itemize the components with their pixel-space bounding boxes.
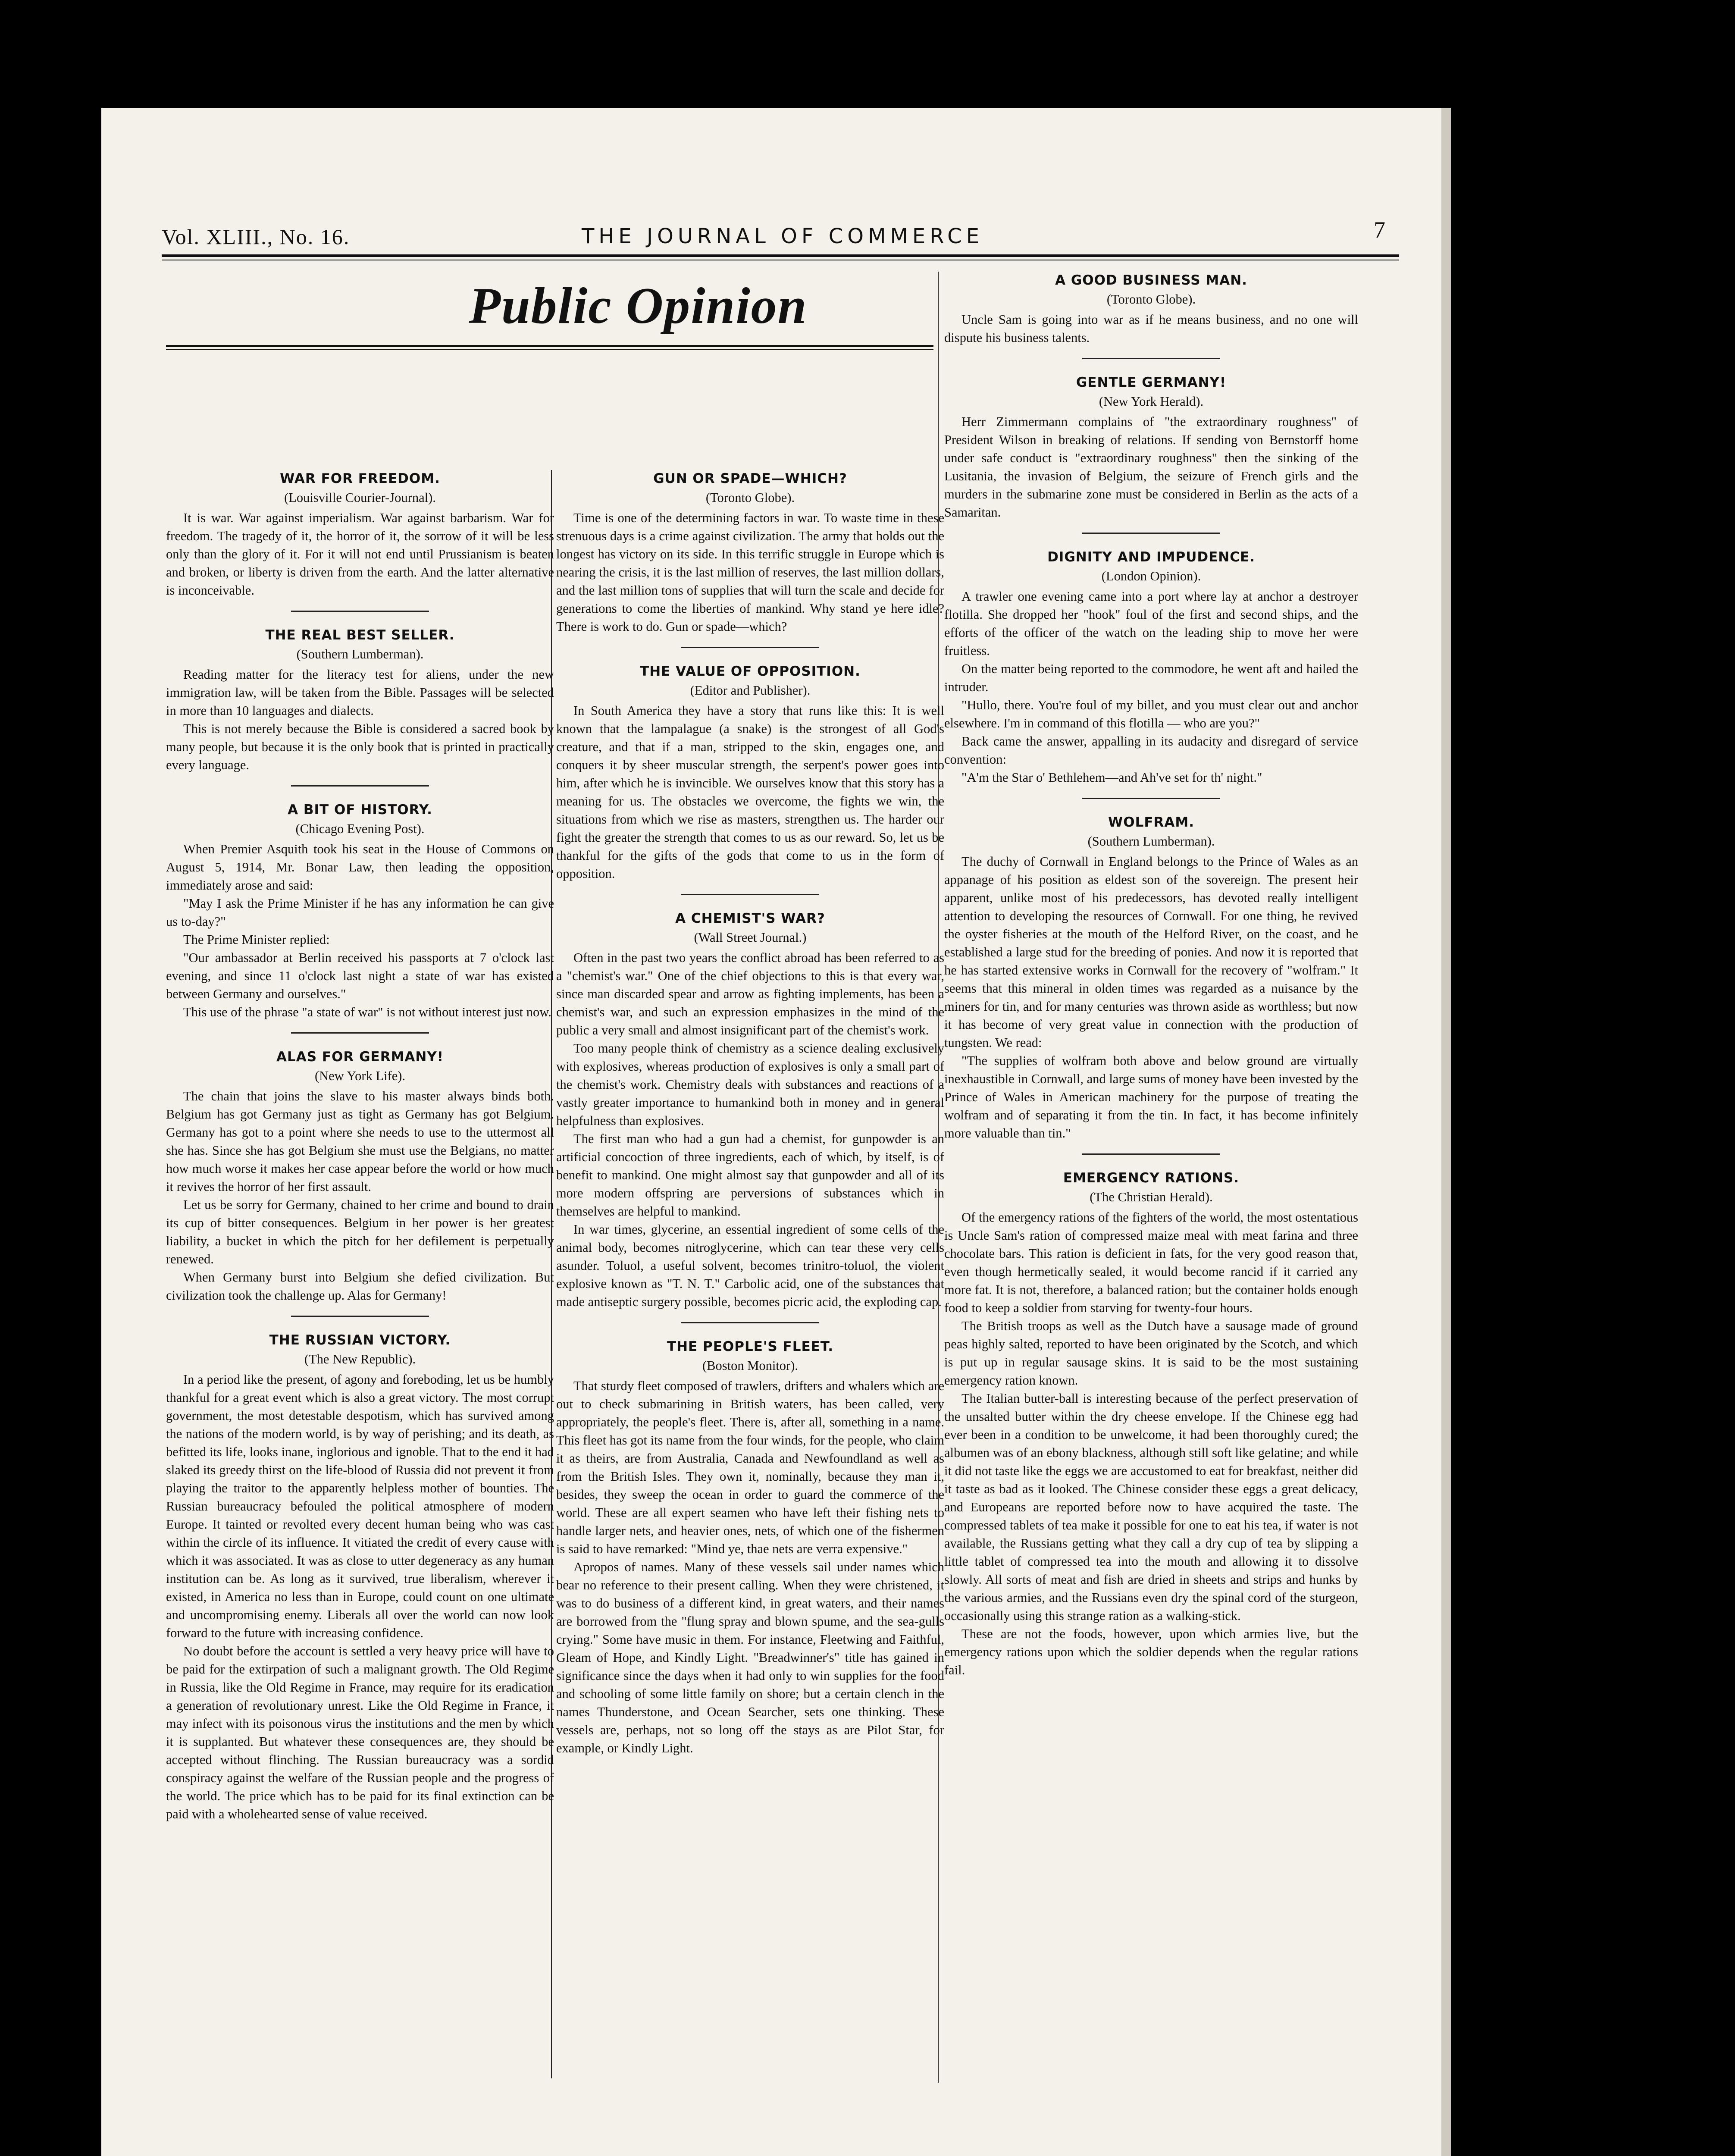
article-headline: THE VALUE OF OPPOSITION.: [640, 664, 861, 679]
article-source: (The New Republic).: [304, 1352, 416, 1366]
article-separator: [291, 785, 429, 787]
article: [944, 814, 1358, 1142]
volume-number: Vol. XLIII., No. 16.: [162, 225, 350, 249]
article-source: (Chicago Evening Post).: [295, 821, 425, 836]
article-paragraph: Uncle Sam is going into war as if he means business, and no one will dispute his business talents.: [944, 312, 1358, 345]
article-headline: EMERGENCY RATIONS.: [1063, 1170, 1240, 1186]
article-paragraph: When Premier Asquith took his seat in the House of Commons on August 5, 1914, Mr. Bonar Law, then leading the opposition, immediately arose and said:: [166, 842, 554, 893]
article-headline: GENTLE GERMANY!: [1076, 375, 1227, 390]
article-separator: [681, 647, 819, 648]
article-source: (New York Herald).: [1099, 394, 1204, 409]
article-headline: GUN OR SPADE—WHICH?: [653, 471, 847, 486]
article-separator: [1082, 358, 1220, 359]
article-headline: A CHEMIST'S WAR?: [675, 911, 825, 926]
article-paragraph: Let us be sorry for Germany, chained to her crime and bound to drain its cup of bitter consequences. Belgium in her power is her greatest liability, a bucket in which the pitch for her defilement is perpetually renewed.: [166, 1197, 554, 1266]
article: [166, 1332, 554, 1823]
article: [166, 627, 554, 774]
article: [166, 801, 554, 1021]
article: [556, 910, 944, 1311]
column-1: [166, 470, 554, 1834]
article-paragraph: On the matter being reported to the commodore, he went aft and hailed the intruder.: [944, 661, 1358, 694]
column-3: [944, 272, 1358, 1690]
article-source: (Wall Street Journal.): [694, 930, 807, 945]
newspaper-page: [101, 108, 1451, 2156]
article-paragraph: In a period like the present, of agony and foreboding, let us be humbly thankful for a great event which is also a great victory. The most corrupt government, the most detestable despotism, which has survived among the nations of the modern world, is by way of perishing; and its death, as befitted its life, looks inane, inglorious and ignoble. That to the end it had slaked its greedy thirst on the life-blood of Russia did not prevent it from playing the traitor to the apparently helpless mother of bounties. The Russian bureaucracy befouled the political atmosphere of modern Europe. It tainted or revolted every decent human being who was cast within the circle of its influence. It vitiated the credit of every cause with which it was associated. It was as close to utter degeneracy as any human institution can be. As long as it survived, true liberalism, wherever it existed, in America no less than in Europe, could count on one ultimate and uncompromising enemy. Liberals all over the world can now look forward to the future with increasing confidence.: [166, 1372, 554, 1640]
article-source: (Louisville Courier-Journal).: [284, 490, 436, 505]
article-paragraph: This is not merely because the Bible is considered a sacred book by many people, but because it is the only book that is printed in practically every language.: [166, 721, 554, 772]
article-paragraph: A trawler one evening came into a port where lay at anchor a destroyer flotilla. She dropped her "hook" foul of the first and second ships, and the efforts of the officer of the watch on the leading ship to move her were fruitless.: [944, 589, 1358, 658]
article-headline: THE RUSSIAN VICTORY.: [269, 1332, 451, 1348]
article-paragraph: "May I ask the Prime Minister if he has any information he can give us to-day?": [166, 896, 554, 929]
article-source: (London Opinion).: [1101, 569, 1201, 583]
section-rule: [166, 345, 933, 347]
article-paragraph: Time is one of the determining factors in war. To waste time in these strenuous days is a crime against civilization. The army that holds out the longest has victory on its side. In this terrific struggle in Europe which is nearing the crisis, it is the last million of reserves, the last million dollars, and the last million tons of supplies that will turn the scale and decide for generations to come the liberties of mankind. Why stand ye here idle? There is work to do. Gun or spade—which?: [556, 511, 944, 634]
section-rule-thin: [166, 349, 933, 350]
article-headline: THE REAL BEST SELLER.: [265, 627, 455, 643]
article: [944, 374, 1358, 521]
article-headline: A BIT OF HISTORY.: [288, 802, 432, 818]
article-paragraph: "The supplies of wolfram both above and below ground are virtually inexhaustible in Cornwall, and large sums of money have been invested by the Prince of Wales in American machinery for the purpose of treating the wolfram and of separating it from the tin. In fact, it has become infinitely more valuable than tin.": [944, 1053, 1358, 1141]
masthead: [162, 217, 1403, 254]
article-paragraph: "A'm the Star o' Bethlehem—and Ah've set for th' night.": [961, 770, 1262, 785]
article-paragraph: When Germany burst into Belgium she defied civilization. But civilization took the challenge up. Alas for Germany!: [166, 1270, 554, 1303]
article-source: (Boston Monitor).: [702, 1358, 798, 1373]
journal-title: THE JOURNAL OF COMMERCE: [581, 224, 984, 248]
article-source: (Southern Lumberman).: [1087, 834, 1215, 849]
article: [944, 1169, 1358, 1679]
article-separator: [291, 1032, 429, 1034]
article-paragraph: Too many people think of chemistry as a science dealing exclusively with explosives, whereas production of explosives is only a small part of the chemist's work. Chemistry deals with substances and reactions of a vastly greater importance to humankind both in money and in general helpfulness than explosives.: [556, 1041, 944, 1128]
article-source: (Toronto Globe).: [705, 490, 795, 505]
article-paragraph: Reading matter for the literacy test for aliens, under the new immigration law, will be taken from the Bible. Passages will be selected in more than 10 languages and dialects.: [166, 667, 554, 718]
article-paragraph: "Hullo, there. You're foul of my billet, and you must clear out and anchor elsewhere. I'm in command of this flotilla — who are you?": [944, 698, 1358, 730]
column-2: [556, 470, 944, 1768]
article-headline: DIGNITY AND IMPUDENCE.: [1047, 549, 1255, 565]
article-paragraph: The first man who had a gun had a chemist, for gunpowder is an artificial concoction of three ingredients, each of which, by itself, is of benefit to mankind. One might almost say that gunpowder and all of its more modern offspring are perversions of substances which in themselves are helpful to mankind.: [556, 1131, 944, 1219]
article-paragraph: No doubt before the account is settled a very heavy price will have to be paid for the extirpation of such a malignant growth. The Old Regime in Russia, like the Old Regime in France, may require for its eradication a generation of revolutionary unrest. Like the Old Regime in France, it may infect with its poisonous virus the institutions and the men by which it is supplanted. But whatever these consequences are, they should be accepted without flinching. The Russian bureaucracy was a sordid conspiracy against the welfare of the Russian people and the progress of the world. The price which has to be paid for its final extinction can be paid with a wholehearted sense of value received.: [166, 1644, 554, 1821]
article-paragraph: The chain that joins the slave to his master always binds both. Belgium has got Germany just as tight as Germany has got Belgium. Germany has got to a point where she needs to use to the uttermost all she has. Since she has got Belgium she must use the Belgians, no matter how much worse it makes her case appear before the world or how much it revives the horror of her first assault.: [166, 1089, 554, 1194]
page-number: 7: [1374, 217, 1386, 243]
article-separator: [681, 1322, 819, 1323]
article-paragraph: Of the emergency rations of the fighters of the world, the most ostentatious is Uncle Sam's ration of compressed maize meal with meat farina and three chocolate bars. This ration is deficient in fats, for the very good reason that, even though hermetically sealed, it would become rancid if it carried any more fat. It is not, therefore, a balanced ration; but the container holds enough food to keep a soldier from starving for twenty-four hours.: [944, 1210, 1358, 1315]
article-separator: [1082, 1153, 1220, 1155]
article-paragraph: In war times, glycerine, an essential ingredient of some cells of the animal body, becomes nitroglycerine, which can tear these very cells asunder. Toluol, a useful solvent, becomes trinitro-toluol, the violent explosive known as "T. N. T." Carbolic acid, one of the substances that made antiseptic surgery possible, becomes picric acid, the exploding cap.: [556, 1222, 944, 1309]
article: [556, 663, 944, 883]
masthead-rule: [162, 254, 1399, 257]
article-paragraph: Apropos of names. Many of these vessels sail under names which bear no reference to their present calling. When they were christened, it was to do business of a different kind, in great waters, and their names are borrowed from the "flung spray and blown spume, and the sea-gulls crying." Some have music in them. For instance, Fleetwing and Faithful, Gleam of Hope, and Kindly Light. "Breadwinner's" title has gained in significance since the days when it had only to win supplies for the food and schooling of some little family on shore; but a certain clench in the names Thunderstone, and Ocean Searcher, sets one thinking. These vessels are, perhaps, not so long off the stays as are Pilot Star, for example, or Kindly Light.: [556, 1560, 944, 1755]
article-separator: [681, 894, 819, 895]
article-paragraph: That sturdy fleet composed of trawlers, drifters and whalers which are out to check submarining in British waters, has been called, very appropriately, the people's fleet. There is, after all, something in a name. This fleet has got its name from the four winds, for the people, who claim it as theirs, are from Australia, Canada and Newfoundland as well as from the British Isles. They own it, nominally, because they man it, besides, they sweep the ocean in order to guard the commerce of the world. These are all expert seamen who have left their fishing nets to handle larger nets, and heavier ones, nets, of which one of the fishermen is said to have remarked: "Mind ye, thae nets are verra expensive.": [556, 1379, 944, 1556]
article-separator: [1082, 798, 1220, 799]
article-paragraph: This use of the phrase "a state of war" is not without interest just now.: [183, 1005, 551, 1019]
article-source: (Southern Lumberman).: [296, 647, 424, 661]
article-paragraph: Often in the past two years the conflict abroad has been referred to as a "chemist's war." One of the chief objections to this is that every war, since man discarded spear and arrow as fighting implements, has been a chemist's war, and such an expression emphasizes in the mind of the public a very small and almost insignificant part of the chemist's work.: [556, 950, 944, 1037]
article-source: (Toronto Globe).: [1106, 292, 1196, 307]
section-title: Public Opinion: [469, 277, 808, 334]
article-headline: THE PEOPLE'S FLEET.: [667, 1339, 834, 1354]
article-paragraph: The Italian butter-ball is interesting because of the perfect preservation of the unsalted butter within the dry cheese envelope. If the Chinese egg had ever been in a condition to be unwelcome, it had been thoroughly cured; the albumen was of an ebony blackness, although still soft like gelatine; and while it did not taste like the eggs we are accustomed to eat for breakfast, neither did it taste as bad as it looked. The Chinese consider these eggs a great delicacy, and Europeans are reported before now to have acquired the taste. The compressed tablets of tea make it possible for one to eat his tea, if water is not available, the Russians getting what they call a dry cup of tea by slipping a little tablet of compressed tea into the mouth and allowing it to dissolve slowly. All sorts of meat and fish are dried in sheets and strips and hunks by the various armies, and the Russians even dry the spinal cord of the sturgeon, occasionally using this strange ration as a walking-stick.: [944, 1391, 1358, 1623]
article-headline: A GOOD BUSINESS MAN.: [1055, 273, 1247, 288]
article-paragraph: Back came the answer, appalling in its audacity and disregard of service convention:: [944, 734, 1358, 767]
article-paragraph: In South America they have a story that runs like this: It is well known that the lampalague (a snake) is the strongest of all God's creature, and that if a man, stripped to the skin, engages one, and conquers it by sheer muscular strength, the serpent's power goes into him, after which he is invincible. We ourselves know that this story has a meaning for us. The obstacles we overcome, the fights we win, the situations from which we rise as masters, strengthen us. The harder our fight the greater the strength that comes to us as our reward. So, let us be thankful for the gifts of the gods that come to us in the form of opposition.: [556, 703, 944, 881]
article-source: (Editor and Publisher).: [690, 683, 811, 698]
article-paragraph: These are not the foods, however, upon which armies live, but the emergency rations upon which the soldier depends when the regular rations fail.: [944, 1626, 1358, 1677]
article-headline: WOLFRAM.: [1108, 815, 1194, 830]
article-paragraph: The Prime Minister replied:: [183, 932, 330, 947]
article-headline: WAR FOR FREEDOM.: [280, 471, 440, 486]
article-source: (The Christian Herald).: [1090, 1190, 1213, 1204]
article: [944, 548, 1358, 787]
article-headline: ALAS FOR GERMANY!: [276, 1049, 444, 1065]
article-source: (New York Life).: [314, 1069, 406, 1083]
article-separator: [1082, 533, 1220, 534]
article-paragraph: Herr Zimmermann complains of "the extraordinary roughness" of President Wilson in breaking of relations. If sending von Bernstorff home under safe conduct is "extraordinary roughness" then the sinking of the Lusitania, the invasion of Belgium, the seizure of French girls and the murders in the submarine zone must be considered in Berlin as the acts of a Samaritan.: [944, 414, 1358, 520]
article-paragraph: "Our ambassador at Berlin received his passports at 7 o'clock last evening, and since 11 o'clock last night a state of war has existed between Germany and ourselves.": [166, 950, 554, 1001]
article: [166, 470, 554, 599]
article-separator: [291, 1316, 429, 1317]
article: [944, 272, 1358, 347]
article: [556, 470, 944, 636]
article-paragraph: The British troops as well as the Dutch have a sausage made of ground peas highly salted, reported to have been originated by the Scotch, and which is put up in regular sausage skins. It is said to be the most sustaining emergency ration known.: [944, 1319, 1358, 1388]
article: [556, 1338, 944, 1757]
article: [166, 1048, 554, 1304]
article-paragraph: The duchy of Cornwall in England belongs to the Prince of Wales as an appanage of his position as eldest son of the sovereign. The present heir apparent, unlike most of his predecessors, has devoted really intelligent attention to developing the resources of Cornwall. For one thing, he revived the oyster fisheries at the mouth of the Helford River, on the coast, and he established a large stud for the breeding of ponies. And now it is reported that he has started extensive works in Cornwall for the recovery of "wolfram." It seems that this mineral in olden times was regarded as a nuisance by the miners for tin, and for many centuries was thrown aside as worthless; but now it has become of very great value in connection with the production of tungsten. We read:: [944, 854, 1358, 1050]
article-separator: [291, 611, 429, 612]
article-paragraph: It is war. War against imperialism. War against barbarism. War for freedom. The tragedy of it, the horror of it, the sorrow of it will be less only than the glory of it. For it will not end until Prussianism is beaten and broken, or liberty is driven from the earth. And the latter alternative is inconceivable.: [166, 511, 554, 598]
